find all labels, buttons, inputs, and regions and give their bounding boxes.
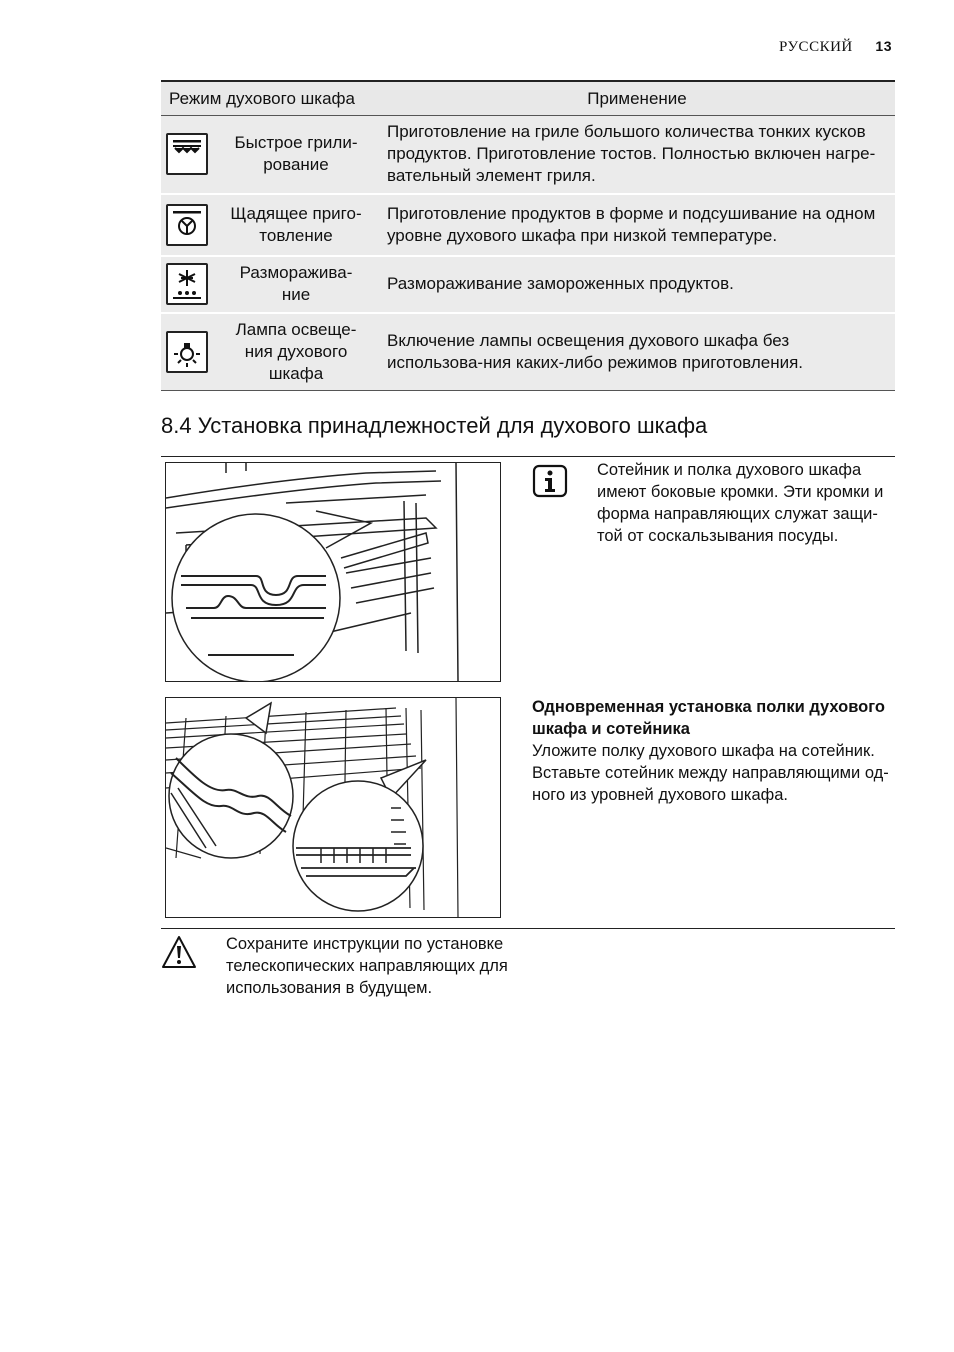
col-use-header: Применение xyxy=(379,81,895,116)
table-header-row xyxy=(161,81,895,116)
section-number: 8.4 xyxy=(161,413,192,438)
mode-use: Размораживание замороженных продуктов. xyxy=(379,256,895,313)
mode-name: Быстрое грили- рование xyxy=(213,116,379,194)
col-mode-header: Режим духового шкафа xyxy=(161,81,379,116)
table-row xyxy=(161,256,895,313)
mode-use: Приготовление на гриле большого количества тонких кусков продуктов. Приготовление тостов. Полностью включен нагре-вательный элемент гриля. xyxy=(379,116,895,194)
page-header xyxy=(779,38,892,56)
simultaneous-text: Уложите полку духового шкафа на сотейник. Вставьте сотейник между направляющими од-ного из уровней духового шкафа. xyxy=(532,742,889,804)
simultaneous-section xyxy=(532,696,892,806)
info-note-text: Сотейник и полка духового шкафа имеют боковые кромки. Эти кромки и форма направляющих служат защи-той от соскальзывания посуды. xyxy=(597,461,884,545)
section-title xyxy=(161,413,707,439)
defrost-icon xyxy=(166,263,208,305)
simultaneous-heading: Одновременная установка полки духового шкафа и сотейника xyxy=(532,698,885,738)
warning-icon xyxy=(160,934,198,975)
table-row xyxy=(161,313,895,391)
mode-name: Разморажива- ние xyxy=(213,256,379,313)
mode-name: Лампа освеще- ния духового шкафа xyxy=(213,313,379,391)
oven-modes-table xyxy=(161,80,895,391)
divider xyxy=(161,928,895,929)
language-label: РУССКИЙ xyxy=(778,39,853,55)
warning-note-text: Сохраните инструкции по установке телескопических направляющих для использования в будущем. xyxy=(226,935,508,997)
table-row xyxy=(161,194,895,256)
mode-name: Щадящее приго- товление xyxy=(213,194,379,256)
info-icon xyxy=(532,464,568,503)
divider xyxy=(161,456,895,457)
page-number: 13 xyxy=(875,38,892,54)
table-row xyxy=(161,116,895,194)
mode-use: Приготовление продуктов в форме и подсушивание на одном уровне духового шкафа при низкой температуре. xyxy=(379,194,895,256)
section-heading: Установка принадлежностей для духового шкафа xyxy=(197,413,708,438)
tray-side-edges-illustration xyxy=(165,462,501,682)
lamp-icon xyxy=(166,331,208,373)
simultaneous-installation-illustration xyxy=(165,697,501,918)
mode-use: Включение лампы освещения духового шкафа без использова-ния каких-либо режимов приготовления. xyxy=(379,313,895,391)
fast-grill-icon xyxy=(166,133,208,175)
gentle-cooking-icon xyxy=(166,204,208,246)
